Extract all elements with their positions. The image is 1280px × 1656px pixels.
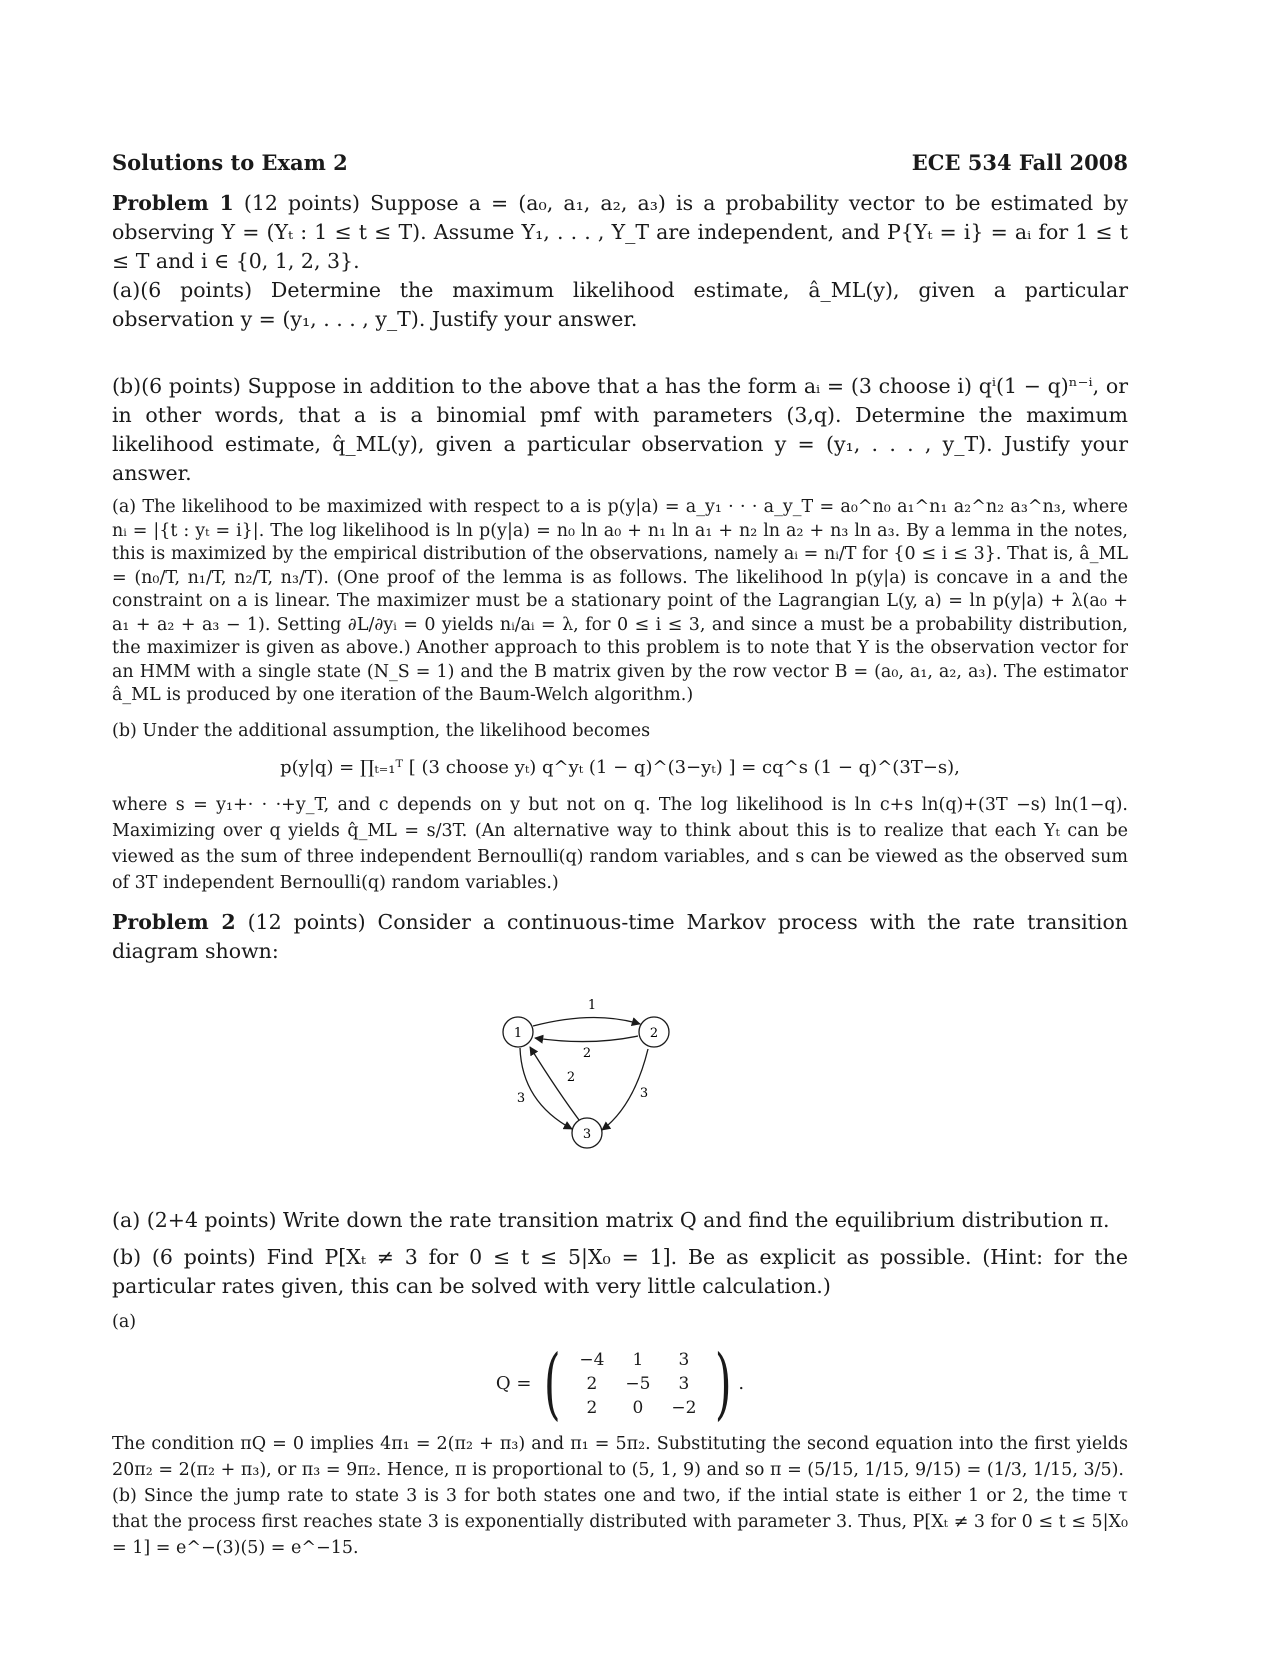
node-1 (503, 1017, 533, 1047)
edge-1-to-3 (520, 1048, 572, 1129)
page (112, 150, 1128, 1561)
problem-1-solution-b-intro: (b) Under the additional assumption, the likelihood becomes (112, 720, 651, 741)
problem-2-intro: (12 points) Consider a continuous-time Markov process with the rate transition diagram shown: (112, 910, 1128, 963)
rate-transition-diagram (112, 972, 1128, 1172)
problem-1-intro: (12 points) Suppose a = (a₀, a₁, a₂, a₃) is a probability vector to be estimated by observing Y = (Yₜ : 1 ≤ t ≤ T). Assume Y₁, . . . , Y_T are independent, and P{Yₜ = i} = aᵢ for 1 ≤ t ≤ T and i ∈ {0, 1, 2, 3}. (112, 191, 1128, 273)
header (112, 150, 1128, 175)
label-2-to-3: 3 (639, 1086, 649, 1101)
header-right: ECE 534 Fall 2008 (911, 150, 1128, 175)
problem-1-statement (112, 189, 1128, 334)
edge-2-to-1 (535, 1036, 638, 1042)
matrix-cell: 1 (632, 1349, 644, 1370)
matrix-label: Q = (495, 1373, 532, 1394)
problem-2-solution-a: The condition πQ = 0 implies 4π₁ = 2(π₂ + π₃) and π₁ = 5π₂. Substituting the second equation into the first yields 20π₂ = 2(π₂ + π₃), or π₃ = 9π₂. Hence, π is proportional to (5, 1, 9) and so π = (5/15, 1/15, 9/15) = (1/3, 1/15, 3/5). (112, 1433, 1128, 1480)
header-left: Solutions to Exam 2 (112, 150, 348, 175)
node-2 (639, 1017, 669, 1047)
svg-text:1: 1 (513, 1026, 523, 1041)
svg-text:2: 2 (649, 1026, 659, 1041)
matrix-cell: −2 (671, 1397, 697, 1418)
problem-2-solution-a-label: (a) (112, 1312, 137, 1332)
problem-1-part-a: (a)(6 points) Determine the maximum likelihood estimate, â_ML(y), given a particular observation y = (y₁, . . . , y_T). Justify your answer. (112, 278, 1128, 331)
problem-2-title: Problem 2 (112, 910, 236, 934)
problem-1-solution-a: (a) The likelihood to be maximized with respect to a is p(y|a) = a_y₁ · · · a_y_T = a₀^n₀ a₁^n₁ a₂^n₂ a₃^n₃, where nᵢ = |{t : yₜ = i}|. The log likelihood is ln p(y|a) = n₀ ln a₀ + n₁ ln a₁ + n₂ ln a₂ + n₃ ln a₃. By a lemma in the notes, this is maximized by the empirical distribution of the observations, namely aᵢ = nᵢ/T for {0 ≤ i ≤ 3}. That is, â_ML = (n₀/T, n₁/T, n₂/T, n₃/T). (One proof of the lemma is as follows. The likelihood ln p(y|a) is concave in a and the constraint on a is linear. The maximizer must be a stationary point of the Lagrangian L(y, a) = ln p(y|a) + λ(a₀ + a₁ + a₂ + a₃ − 1). Setting ∂L/∂yᵢ = 0 yields nᵢ/aᵢ = λ, for 0 ≤ i ≤ 3, and since a must be a probability distribution, the maximizer is given as above.) Another approach to this problem is to note that Y is the observation vector for an HMM with a single state (N_S = 1) and the B matrix given by the row vector B = (a₀, a₁, a₂, a₃). The estimator â_ML is produced by one iteration of the Baum-Welch algorithm.) (112, 497, 1128, 705)
problem-2-solution-b: (b) Since the jump rate to state 3 is 3 for both states one and two, if the intial state is either 1 or 2, the time τ that the process first reaches state 3 is exponentially distributed with parameter 3. Thus, P[Xₜ ≠ 3 for 0 ≤ t ≤ 5|X₀ = 1] = e^−(3)(5) = e^−15. (112, 1485, 1128, 1558)
matrix-cell: 2 (586, 1397, 598, 1418)
problem-2-part-a: (a) (2+4 points) Write down the rate transition matrix Q and find the equilibrium distribution π. (112, 1208, 1110, 1232)
rate-matrix: Q = ( −4 1 3 2 −5 3 2 0 −2 ) . (495, 1338, 745, 1429)
matrix-row (570, 1373, 706, 1395)
matrix-cell: 0 (632, 1397, 644, 1418)
edge-1-to-2 (533, 1017, 640, 1026)
matrix-row (570, 1397, 706, 1419)
problem-1-title: Problem 1 (112, 191, 234, 215)
matrix-cell: 3 (678, 1373, 690, 1394)
label-2-to-1: 2 (582, 1046, 592, 1061)
matrix-cell: 3 (678, 1349, 690, 1370)
likelihood-equation: p(y|q) = ∏ₜ₌₁ᵀ [ (3 choose yₜ) q^yₜ (1 − q)^(3−yₜ) ] = cq^s (1 − q)^(3T−s), (280, 757, 960, 778)
problem-1-part-b: (b)(6 points) Suppose in addition to the above that a has the form aᵢ = (3 choose i) qⁱ(1 − q)ⁿ⁻ⁱ, or in other words, that a is a binomial pmf with parameters (3,q). Determine the maximum likelihood estimate, q̂_ML(y), given a particular observation y = (y₁, . . . , y_T). Justify your answer. (112, 374, 1128, 485)
label-1-to-3: 3 (516, 1091, 526, 1106)
matrix-table (568, 1347, 708, 1421)
problem-1-solution-b: where s = y₁+· · ·+y_T, and c depends on y but not on q. The log likelihood is ln c+s ln(q)+(3T −s) ln(1−q). Maximizing over q yields q̂_ML = s/3T. (An alternative way to think about this is to realize that each Yₜ can be viewed as the sum of three independent Bernoulli(q) random variables, and s can be viewed as the observed sum of 3T independent Bernoulli(q) random variables.) (112, 795, 1128, 893)
matrix-cell: −4 (579, 1349, 605, 1370)
matrix-cell: −5 (625, 1373, 651, 1394)
matrix-cell: 2 (586, 1373, 598, 1394)
problem-2-part-b: (b) (6 points) Find P[Xₜ ≠ 3 for 0 ≤ t ≤ 5|X₀ = 1]. Be as explicit as possible. (Hint: for the particular rates given, this can be solved with very little calculation.) (112, 1245, 1128, 1298)
edge-3-to-1 (530, 1047, 582, 1124)
label-1-to-2: 1 (587, 998, 597, 1013)
svg-text:3: 3 (582, 1127, 592, 1142)
label-3-to-1: 2 (566, 1070, 576, 1085)
matrix-row (570, 1349, 706, 1371)
node-3 (572, 1118, 602, 1148)
problem-2-statement (112, 908, 1128, 966)
